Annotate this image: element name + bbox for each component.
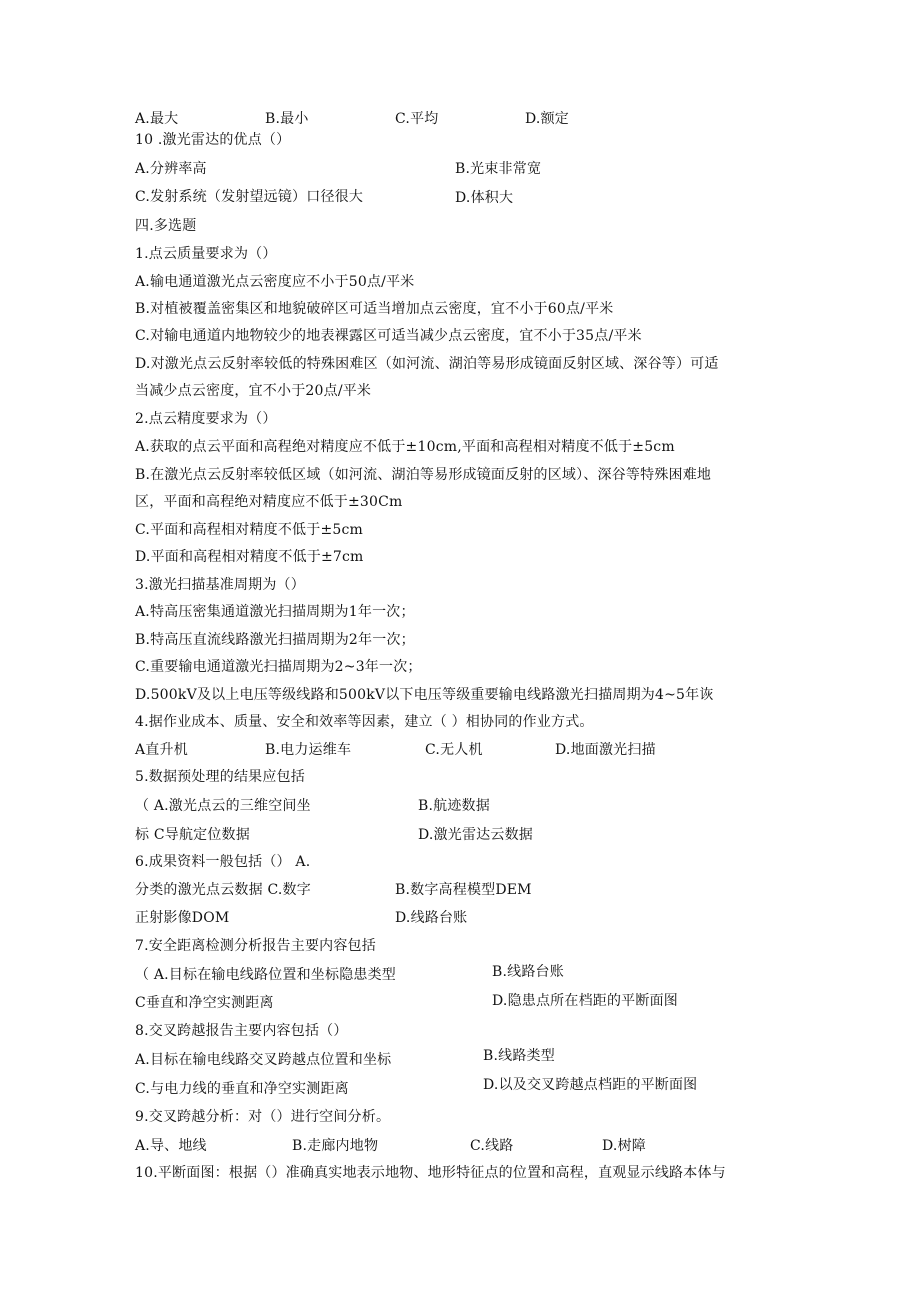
- m7-question: 7.安全距离检测分析报告主要内容包括: [135, 938, 376, 954]
- q10-option-d: D.体积大: [455, 190, 514, 206]
- m9-option-b: B.走廊内地物: [292, 1138, 379, 1154]
- m9-question: 9.交叉跨越分析：对（）进行空间分析。: [135, 1109, 391, 1125]
- m3-question: 3.激光扫描基准周期为（）: [135, 577, 305, 593]
- m1-option-d-line2: 当减少点云密度，宜不小于20点/平米: [135, 383, 372, 399]
- m6-question: 6.成果资料一般包括（） A.: [135, 854, 311, 870]
- m8-option-a: A.目标在输电线路交叉跨越点位置和坐标: [135, 1052, 392, 1068]
- m1-option-c: C.对输电通道内地物较少的地表裸露区可适当减少点云密度，宜不小于35点/平米: [135, 328, 642, 344]
- m2-option-a: A.获取的点云平面和高程绝对精度应不低于±10cm,平面和高程相对精度不低于±5cm: [135, 439, 675, 455]
- m9-option-a: A.导、地线: [135, 1138, 207, 1154]
- q9-option-b: B.最小: [265, 111, 309, 127]
- m2-question: 2.点云精度要求为（）: [135, 411, 277, 427]
- m4-option-b: B.电力运维车: [265, 742, 352, 758]
- m4-option-a: A直升机: [135, 742, 188, 758]
- m8-option-d: D.以及交叉跨越点档距的平断面图: [483, 1077, 698, 1093]
- m6-line2: 分类的激光点云数据 C.数字: [135, 882, 311, 898]
- m2-option-b-line1: B.在激光点云反射率较低区域（如河流、湖泊等易形成镜面反射的区域）、深谷等特殊困难地: [135, 467, 712, 483]
- m2-option-b-line2: 区，平面和高程绝对精度应不低于±30Cm: [135, 494, 403, 510]
- m6-line3: 正射影像DOM: [135, 910, 230, 926]
- m3-option-d: D.500kV及以上电压等级线路和500kV以下电压等级重要输电线路激光扫描周期为4~5年诙: [135, 687, 714, 703]
- m4-option-d: D.地面激光扫描: [555, 742, 656, 758]
- m5-option-a: （ A.激光点云的三维空间坐: [135, 798, 311, 814]
- section-heading: 四.多选题: [135, 218, 197, 234]
- m5-option-b: B.航迹数据: [418, 798, 490, 814]
- m1-option-a: A.输电通道激光点云密度应不小于50点/平米: [135, 274, 415, 290]
- q10-option-b: B.光束非常宽: [455, 161, 542, 177]
- m5-question: 5.数据预处理的结果应包括: [135, 769, 305, 785]
- m1-option-b: B.对植被覆盖密集区和地貌破碎区可适当增加点云密度，宜不小于60点/平米: [135, 301, 614, 317]
- m6-option-b: B.数字高程模型DEM: [395, 882, 532, 898]
- m10-question: 10.平断面图：根据（）准确真实地表示地物、地形特征点的位置和高程，直观显示线路本体与: [135, 1165, 726, 1181]
- m7-option-d: D.隐患点所在档距的平断面图: [492, 993, 678, 1009]
- m1-option-d-line1: D.对激光点云反射率较低的特殊困难区（如河流、湖泊等易形成镜面反射区域、深谷等）可适: [135, 356, 719, 372]
- m2-option-c: C.平面和高程相对精度不低于±5cm: [135, 522, 364, 538]
- m7-option-b: B.线路台账: [492, 964, 564, 980]
- q9-option-a: A.最大: [135, 111, 179, 127]
- m8-option-b: B.线路类型: [483, 1048, 555, 1064]
- q10-option-a: A.分辨率高: [135, 161, 207, 177]
- m1-question: 1.点云质量要求为（）: [135, 246, 277, 262]
- m5-option-c: 标 C导航定位数据: [135, 827, 250, 843]
- m7-option-c: C垂直和净空实测距离: [135, 995, 274, 1011]
- m8-option-c: C.与电力线的垂直和净空实测距离: [135, 1081, 349, 1097]
- m3-option-c: C.重要输电通道激光扫描周期为2~3年一次；: [135, 659, 422, 675]
- m4-question: 4.据作业成本、质量、安全和效率等因素，建立（ ）相协同的作业方式。: [135, 714, 594, 730]
- q9-option-d: D.额定: [525, 111, 569, 127]
- m3-option-b: B.特高压直流线路激光扫描周期为2年一次；: [135, 632, 415, 648]
- m4-option-c: C.无人机: [425, 742, 483, 758]
- m7-option-a: （ A.目标在输电线路位置和坐标隐患类型: [135, 967, 397, 983]
- m2-option-d: D.平面和高程相对精度不低于±7cm: [135, 549, 364, 565]
- m6-option-d: D.线路台账: [395, 910, 468, 926]
- q10-question: 10 .激光雷达的优点（）: [135, 132, 291, 148]
- m9-option-d: D.树障: [602, 1138, 646, 1154]
- q10-option-c: C.发射系统（发射望远镜）口径很大: [135, 189, 364, 205]
- q9-option-c: C.平均: [395, 111, 439, 127]
- m5-option-d: D.激光雷达云数据: [418, 827, 533, 843]
- m9-option-c: C.线路: [470, 1138, 514, 1154]
- m3-option-a: A.特高压密集通道激光扫描周期为1年一次；: [135, 604, 415, 620]
- m8-question: 8.交叉跨越报告主要内容包括（）: [135, 1023, 348, 1039]
